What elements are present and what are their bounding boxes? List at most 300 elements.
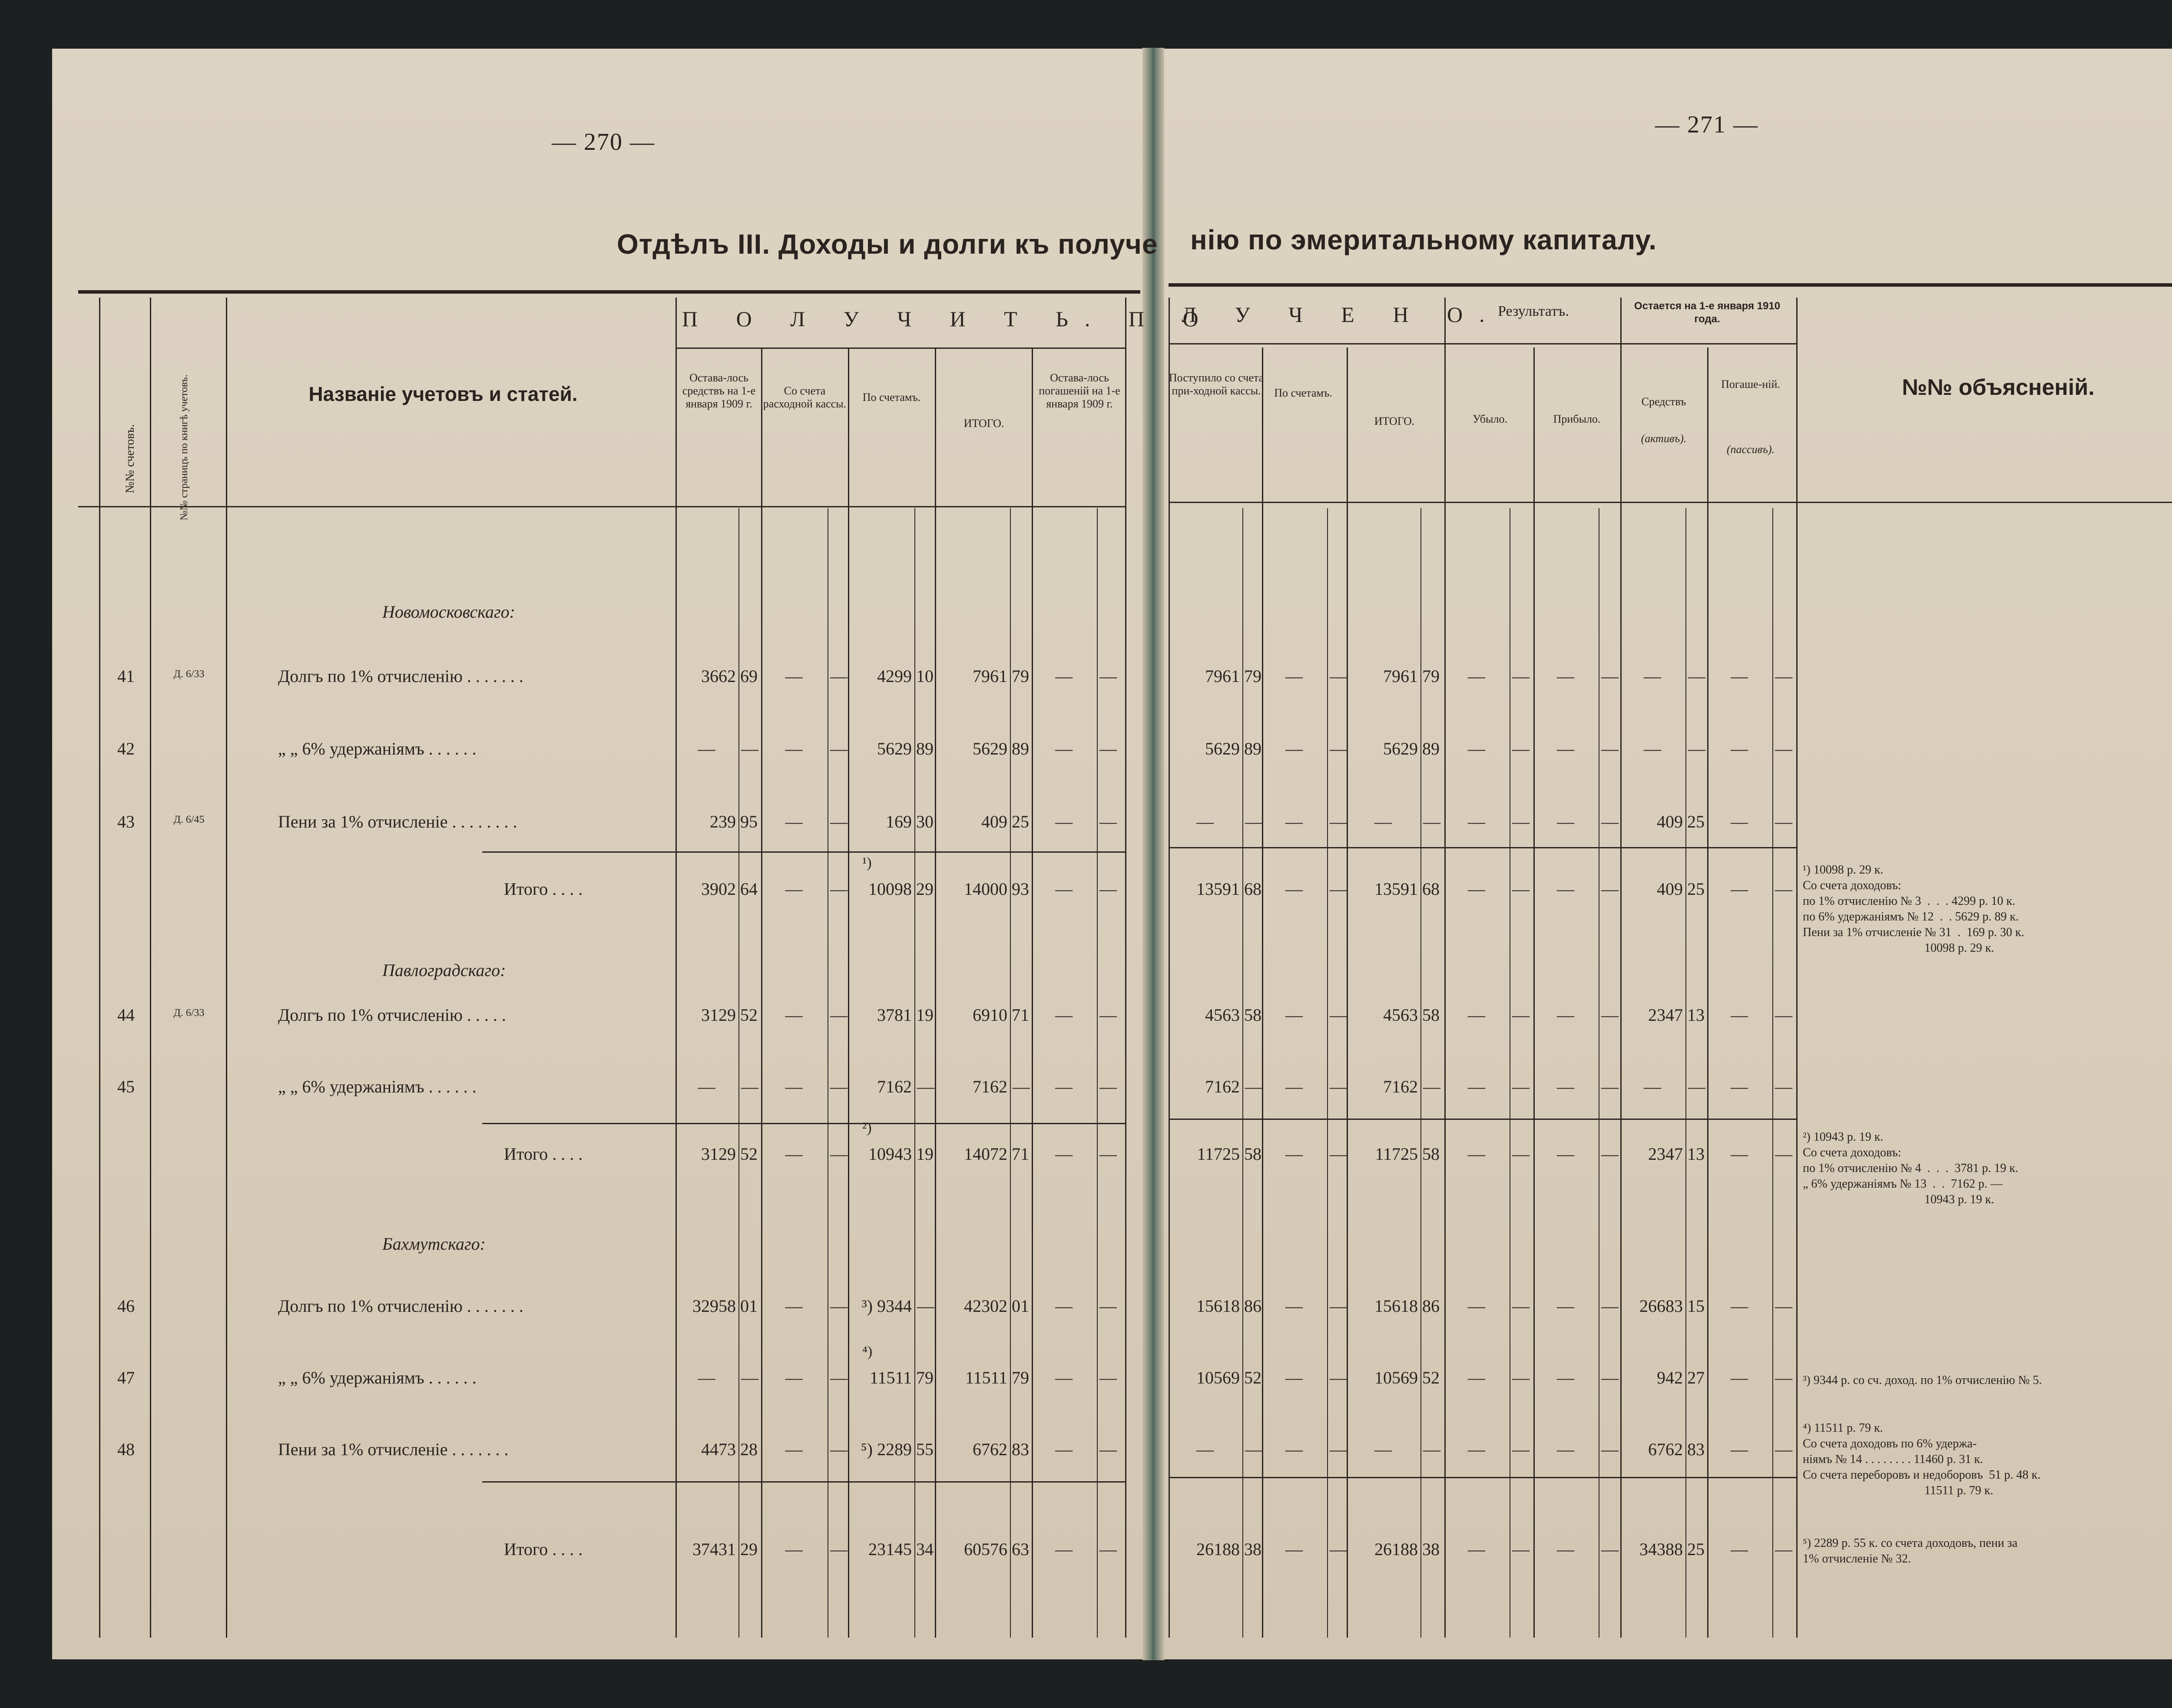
header-bottom-rule bbox=[1169, 502, 2172, 503]
cell-a-kop: 69 bbox=[740, 666, 758, 686]
cell-g-kop: — bbox=[1330, 1296, 1347, 1316]
explanation-note: ³) 9344 р. со сч. доход. по 1% отчисленію № 5. bbox=[1803, 1374, 2042, 1387]
cell-k: — bbox=[1644, 1077, 1661, 1096]
cell-i: — bbox=[1468, 1539, 1485, 1559]
title-right: нію по эмеритальному капиталу. bbox=[1190, 224, 1657, 255]
cell-d: 6762 bbox=[973, 1440, 1007, 1459]
cell-b: — bbox=[785, 1005, 803, 1025]
cell-j: — bbox=[1557, 1077, 1574, 1096]
cell-f-kop: 58 bbox=[1244, 1005, 1261, 1025]
row-number: 42 bbox=[117, 739, 135, 758]
cell-a: 37431 bbox=[692, 1539, 736, 1559]
cell-j: — bbox=[1557, 1005, 1574, 1025]
cell-e-kop: — bbox=[1099, 666, 1117, 686]
cell-a: 3129 bbox=[701, 1144, 736, 1164]
row-name: „ „ 6% удержаніямъ . . . . . . bbox=[278, 1077, 477, 1096]
cell-d-kop: 71 bbox=[1012, 1144, 1029, 1164]
cell-i: — bbox=[1468, 812, 1485, 831]
cell-j: — bbox=[1557, 1296, 1574, 1316]
cell-b-kop: — bbox=[830, 1144, 848, 1164]
cell-g: — bbox=[1285, 1077, 1303, 1096]
cell-h: 13591 bbox=[1374, 879, 1418, 899]
row-page: Д. 6/33 bbox=[173, 1007, 205, 1019]
cell-f: — bbox=[1196, 812, 1214, 831]
cell-c-kop: — bbox=[917, 1296, 934, 1316]
cell-k-kop: 25 bbox=[1687, 812, 1705, 831]
cell-e-kop: — bbox=[1099, 1144, 1117, 1164]
cell-i-kop: — bbox=[1512, 812, 1530, 831]
cell-f-kop: 52 bbox=[1244, 1368, 1261, 1387]
cell-h-kop: — bbox=[1423, 1077, 1440, 1096]
column-rule bbox=[1125, 298, 1126, 1638]
cell-a-kop: 28 bbox=[740, 1440, 758, 1459]
header-pribylo: Прибыло. bbox=[1553, 413, 1601, 425]
cell-i-kop: — bbox=[1512, 1077, 1530, 1096]
cell-f: 10569 bbox=[1196, 1368, 1240, 1387]
cell-b: — bbox=[785, 879, 803, 899]
cell-d-kop: 71 bbox=[1012, 1005, 1029, 1025]
header-pogasheniy: Погаше-ній. bbox=[1721, 378, 1780, 391]
cell-a-kop: 95 bbox=[740, 812, 758, 831]
kopek-rule bbox=[1242, 508, 1243, 1638]
cell-e: — bbox=[1055, 1005, 1073, 1025]
cell-j-kop: — bbox=[1601, 1005, 1619, 1025]
page-number-left: — 270 — bbox=[552, 129, 655, 156]
cell-f: 11725 bbox=[1197, 1144, 1240, 1164]
cell-k-kop: 13 bbox=[1687, 1005, 1705, 1025]
cell-e: — bbox=[1055, 1296, 1073, 1316]
cell-f-kop: 89 bbox=[1244, 739, 1261, 758]
cell-l: — bbox=[1731, 739, 1748, 758]
cell-a-kop: 01 bbox=[740, 1296, 758, 1316]
cell-f: 15618 bbox=[1196, 1296, 1240, 1316]
cell-k-kop: 15 bbox=[1687, 1296, 1705, 1316]
cell-a: — bbox=[698, 1368, 715, 1387]
cell-h-kop: — bbox=[1423, 812, 1440, 831]
header-poluchit-right: Л У Ч Е Н О. bbox=[1182, 302, 1501, 327]
cell-c-kop: 19 bbox=[916, 1005, 934, 1025]
cell-l-kop: — bbox=[1775, 1077, 1792, 1096]
cell-j-kop: — bbox=[1601, 1077, 1619, 1096]
cell-h: 26188 bbox=[1374, 1539, 1418, 1559]
row-name: „ „ 6% удержаніямъ . . . . . . bbox=[278, 739, 477, 758]
cell-e: — bbox=[1055, 812, 1073, 831]
cell-b-kop: — bbox=[830, 1296, 848, 1316]
cell-d-kop: 93 bbox=[1012, 879, 1029, 899]
cell-l: — bbox=[1731, 1005, 1748, 1025]
header-page-no: №№ страницъ по книгѣ учетовъ. bbox=[179, 374, 190, 520]
footnote-ref: ²) bbox=[862, 1120, 872, 1136]
column-rule bbox=[1169, 298, 1170, 1638]
cell-k-kop: 83 bbox=[1687, 1440, 1705, 1459]
cell-b: — bbox=[785, 1368, 803, 1387]
header-passiv: (пассивъ). bbox=[1726, 443, 1775, 456]
header-ostaetsya: Остается на 1-е января 1910 года. bbox=[1634, 300, 1781, 325]
cell-j-kop: — bbox=[1601, 1144, 1619, 1164]
column-rule bbox=[150, 298, 151, 1638]
cell-f-kop: 58 bbox=[1244, 1144, 1261, 1164]
cell-l-kop: — bbox=[1775, 1005, 1792, 1025]
header-bottom-rule bbox=[78, 506, 1125, 507]
cell-b: — bbox=[785, 666, 803, 686]
cell-h-kop: 89 bbox=[1422, 739, 1440, 758]
row-number: 46 bbox=[117, 1296, 135, 1316]
cell-j: — bbox=[1557, 1539, 1574, 1559]
row-name: Пени за 1% отчисленіе . . . . . . . bbox=[278, 1440, 509, 1459]
row-page: Д. 6/45 bbox=[173, 814, 205, 825]
kopek-rule bbox=[738, 508, 739, 1638]
cell-g-kop: — bbox=[1330, 879, 1347, 899]
cell-g: — bbox=[1285, 879, 1303, 899]
footnote-ref: ⁴) bbox=[862, 1344, 873, 1360]
cell-c: 23145 bbox=[868, 1539, 912, 1559]
cell-i-kop: — bbox=[1512, 1296, 1530, 1316]
cell-d: 7961 bbox=[973, 666, 1007, 686]
explanation-note: ²) 10943 р. 19 к. Со счета доходовъ: по 1% отчисленію № 4 . . . 3781 р. 19 к. „ 6% удержаніямъ № 13 . . 7162 р. — 10943 р. 19 к. bbox=[1803, 1130, 2019, 1206]
cell-g-kop: — bbox=[1330, 1368, 1347, 1387]
row-name: Долгъ по 1% отчисленію . . . . . . . bbox=[278, 1296, 523, 1316]
cell-g: — bbox=[1285, 812, 1303, 831]
cell-c-kop: 19 bbox=[916, 1144, 934, 1164]
cell-i: — bbox=[1468, 666, 1485, 686]
cell-d: 60576 bbox=[964, 1539, 1007, 1559]
cell-k: 942 bbox=[1657, 1368, 1683, 1387]
cell-j-kop: — bbox=[1601, 879, 1619, 899]
cell-a-kop: 52 bbox=[740, 1005, 758, 1025]
cell-a-kop: — bbox=[741, 739, 758, 758]
cell-h-kop: 68 bbox=[1422, 879, 1440, 899]
cell-k: 409 bbox=[1657, 812, 1683, 831]
cell-c: 11511 bbox=[869, 1368, 912, 1387]
cell-b-kop: — bbox=[830, 879, 848, 899]
cell-a: 3662 bbox=[701, 666, 736, 686]
cell-a: 239 bbox=[710, 812, 736, 831]
cell-g: — bbox=[1285, 1368, 1303, 1387]
cell-a: 3902 bbox=[701, 879, 736, 899]
cell-j-kop: — bbox=[1601, 739, 1619, 758]
explanation-note: ⁴) 11511 р. 79 к. Со счета доходовъ по 6% удержа- ніямъ № 14 . . . . . . . . 11460 р. 31 к. Со счета переборовъ и недоборовъ 51 р. 48 к. 11511 р. 79 к. bbox=[1803, 1421, 2041, 1497]
cell-k: — bbox=[1644, 739, 1661, 758]
cell-h-kop: 52 bbox=[1422, 1368, 1440, 1387]
row-name: Долгъ по 1% отчисленію . . . . . bbox=[278, 1005, 506, 1025]
row-number: 45 bbox=[117, 1077, 135, 1096]
cell-h-kop: 86 bbox=[1422, 1296, 1440, 1316]
cell-g-kop: — bbox=[1330, 1005, 1347, 1025]
cell-g-kop: — bbox=[1330, 1539, 1347, 1559]
cell-e-kop: — bbox=[1099, 739, 1117, 758]
cell-g-kop: — bbox=[1330, 666, 1347, 686]
cell-k-kop: — bbox=[1688, 739, 1705, 758]
cell-e-kop: — bbox=[1099, 1539, 1117, 1559]
cell-k: — bbox=[1644, 666, 1661, 686]
cell-c-kop: 89 bbox=[916, 739, 934, 758]
column-rule bbox=[1533, 348, 1535, 1638]
row-name: Итого . . . . bbox=[504, 1539, 583, 1559]
cell-b: — bbox=[785, 1440, 803, 1459]
row-number: 44 bbox=[117, 1005, 135, 1025]
column-rule bbox=[761, 348, 762, 1638]
header-acct-no: №№ счетовъ. bbox=[123, 424, 137, 493]
cell-b-kop: — bbox=[830, 1005, 848, 1025]
cell-a-kop: — bbox=[741, 1368, 758, 1387]
cell-e-kop: — bbox=[1099, 812, 1117, 831]
cell-b: — bbox=[785, 812, 803, 831]
cell-f-kop: — bbox=[1245, 1440, 1262, 1459]
cell-l: — bbox=[1731, 1440, 1748, 1459]
cell-h: 15618 bbox=[1374, 1296, 1418, 1316]
cell-k-kop: 25 bbox=[1687, 1539, 1705, 1559]
cell-f-kop: 86 bbox=[1244, 1296, 1261, 1316]
row-name: Итого . . . . bbox=[504, 879, 583, 899]
cell-e: — bbox=[1055, 1539, 1073, 1559]
cell-h: 7162 bbox=[1383, 1077, 1418, 1096]
kopek-rule bbox=[1010, 508, 1011, 1638]
cell-h: — bbox=[1374, 1440, 1392, 1459]
cell-f-kop: 38 bbox=[1244, 1539, 1261, 1559]
header-postupilo: Поступило со счета при-ходной кассы. bbox=[1169, 371, 1264, 397]
footnote-ref: ¹) bbox=[862, 855, 872, 871]
cell-h-kop: 79 bbox=[1422, 666, 1440, 686]
cell-l: — bbox=[1731, 879, 1748, 899]
cell-l: — bbox=[1731, 1368, 1748, 1387]
cell-i-kop: — bbox=[1512, 1368, 1530, 1387]
cell-b: — bbox=[785, 1077, 803, 1096]
cell-e-kop: — bbox=[1099, 1296, 1117, 1316]
kopek-rule bbox=[1420, 508, 1421, 1638]
title-left: Отдѣлъ III. Доходы и долги къ получе bbox=[617, 228, 1158, 260]
cell-c: ⁵) 2289 bbox=[861, 1440, 912, 1459]
header-aktiv: (активъ). bbox=[1641, 432, 1687, 445]
cell-j-kop: — bbox=[1601, 666, 1619, 686]
cell-c: 3781 bbox=[877, 1005, 912, 1025]
cell-j: — bbox=[1557, 666, 1574, 686]
cell-c-kop: 79 bbox=[916, 1368, 934, 1387]
cell-f: 26188 bbox=[1196, 1539, 1240, 1559]
cell-k: 34388 bbox=[1639, 1539, 1683, 1559]
cell-e-kop: — bbox=[1099, 1440, 1117, 1459]
explanation-note: ⁵) 2289 р. 55 к. со счета доходовъ, пени за 1% отчисленіе № 32. bbox=[1803, 1536, 2018, 1566]
header-obyasneniy: №№ объясненій. bbox=[1902, 375, 2095, 400]
cell-d-kop: 25 bbox=[1012, 812, 1029, 831]
cell-e-kop: — bbox=[1099, 1077, 1117, 1096]
cell-g: — bbox=[1285, 1296, 1303, 1316]
cell-b-kop: — bbox=[830, 1077, 848, 1096]
cell-l-kop: — bbox=[1775, 1440, 1792, 1459]
total-rule bbox=[1169, 1119, 1796, 1120]
cell-b: — bbox=[785, 739, 803, 758]
cell-k-kop: 13 bbox=[1687, 1144, 1705, 1164]
header-ostavalos: Остава-лось средствъ на 1-е января 1909 г. bbox=[682, 371, 756, 410]
cell-g: — bbox=[1285, 739, 1303, 758]
cell-b-kop: — bbox=[830, 1440, 848, 1459]
row-number: 47 bbox=[117, 1368, 135, 1387]
cell-i-kop: — bbox=[1512, 1440, 1530, 1459]
cell-l-kop: — bbox=[1775, 739, 1792, 758]
cell-i-kop: — bbox=[1512, 1539, 1530, 1559]
section-label: Новомосковскаго: bbox=[382, 602, 515, 622]
top-rule-right bbox=[1169, 283, 2172, 287]
cell-d: 7162 bbox=[973, 1077, 1007, 1096]
cell-i-kop: — bbox=[1512, 879, 1530, 899]
cell-g-kop: — bbox=[1330, 1440, 1347, 1459]
cell-l-kop: — bbox=[1775, 1144, 1792, 1164]
cell-g-kop: — bbox=[1330, 739, 1347, 758]
cell-l: — bbox=[1731, 666, 1748, 686]
cell-k: 409 bbox=[1657, 879, 1683, 899]
kopek-rule bbox=[1772, 508, 1773, 1638]
cell-i: — bbox=[1468, 1296, 1485, 1316]
cell-b: — bbox=[785, 1144, 803, 1164]
cell-h: 4563 bbox=[1383, 1005, 1418, 1025]
cell-d-kop: 79 bbox=[1012, 666, 1029, 686]
header-so-scheta-rash: Со счета расходной кассы. bbox=[763, 384, 847, 410]
cell-h: 7961 bbox=[1383, 666, 1418, 686]
column-rule bbox=[99, 298, 100, 1638]
cell-i: — bbox=[1468, 879, 1485, 899]
cell-d-kop: — bbox=[1013, 1077, 1030, 1096]
top-rule-left bbox=[78, 290, 1140, 294]
cell-l-kop: — bbox=[1775, 1539, 1792, 1559]
cell-b-kop: — bbox=[830, 739, 848, 758]
row-name: „ „ 6% удержаніямъ . . . . . . bbox=[278, 1368, 477, 1387]
cell-g: — bbox=[1285, 1539, 1303, 1559]
cell-k: 2347 bbox=[1648, 1144, 1683, 1164]
cell-a-kop: 52 bbox=[740, 1144, 758, 1164]
cell-i-kop: — bbox=[1512, 739, 1530, 758]
cell-e: — bbox=[1055, 879, 1073, 899]
total-rule bbox=[482, 1123, 1125, 1124]
cell-e: — bbox=[1055, 1144, 1073, 1164]
cell-c-kop: 30 bbox=[916, 812, 934, 831]
cell-c: 169 bbox=[886, 812, 912, 831]
cell-j: — bbox=[1557, 879, 1574, 899]
right-page bbox=[1156, 49, 2172, 1659]
cell-d-kop: 83 bbox=[1012, 1440, 1029, 1459]
cell-l-kop: — bbox=[1775, 666, 1792, 686]
total-rule bbox=[482, 1481, 1125, 1483]
cell-h: — bbox=[1374, 812, 1392, 831]
cell-j-kop: — bbox=[1601, 1539, 1619, 1559]
cell-l: — bbox=[1731, 1144, 1748, 1164]
cell-k-kop: 25 bbox=[1687, 879, 1705, 899]
cell-f: 5629 bbox=[1205, 739, 1240, 758]
cell-a: — bbox=[698, 739, 715, 758]
cell-d: 11511 bbox=[965, 1368, 1007, 1387]
cell-a: — bbox=[698, 1077, 715, 1096]
cell-f: 7961 bbox=[1205, 666, 1240, 686]
cell-a-kop: 64 bbox=[740, 879, 758, 899]
cell-i: — bbox=[1468, 1440, 1485, 1459]
cell-i-kop: — bbox=[1512, 1005, 1530, 1025]
cell-f-kop: — bbox=[1245, 1077, 1262, 1096]
column-rule bbox=[1444, 298, 1446, 1638]
header-ubylo: Убыло. bbox=[1473, 413, 1507, 425]
header-ostavalos-pog: Остава-лось погашеній на 1-е января 1909 г. bbox=[1039, 371, 1120, 410]
cell-a: 3129 bbox=[701, 1005, 736, 1025]
kopek-rule bbox=[914, 508, 915, 1638]
column-rule bbox=[226, 298, 227, 1638]
kopek-rule bbox=[1097, 508, 1098, 1638]
cell-f: 4563 bbox=[1205, 1005, 1240, 1025]
cell-e: — bbox=[1055, 739, 1073, 758]
cell-c: 10098 bbox=[868, 879, 912, 899]
cell-l: — bbox=[1731, 1296, 1748, 1316]
header-rule bbox=[1169, 343, 1796, 344]
cell-g-kop: — bbox=[1330, 1077, 1347, 1096]
cell-h: 5629 bbox=[1383, 739, 1418, 758]
cell-e: — bbox=[1055, 1368, 1073, 1387]
row-name: Пени за 1% отчисленіе . . . . . . . . bbox=[278, 812, 517, 831]
cell-c-kop: 29 bbox=[916, 879, 934, 899]
cell-b: — bbox=[785, 1539, 803, 1559]
cell-l: — bbox=[1731, 1539, 1748, 1559]
cell-i: — bbox=[1468, 1144, 1485, 1164]
cell-h-kop: — bbox=[1423, 1440, 1440, 1459]
cell-c-kop: 34 bbox=[916, 1539, 934, 1559]
book-spine bbox=[1142, 48, 1164, 1660]
header-po-schetam: По счетамъ. bbox=[862, 391, 921, 404]
cell-l-kop: — bbox=[1775, 1296, 1792, 1316]
cell-e: — bbox=[1055, 1440, 1073, 1459]
cell-k: 26683 bbox=[1639, 1296, 1683, 1316]
cell-b-kop: — bbox=[830, 1539, 848, 1559]
cell-d: 14000 bbox=[964, 879, 1007, 899]
cell-e-kop: — bbox=[1099, 879, 1117, 899]
cell-k-kop: 27 bbox=[1687, 1368, 1705, 1387]
column-rule bbox=[675, 298, 677, 1638]
cell-f-kop: 68 bbox=[1244, 879, 1261, 899]
row-page: Д. 6/33 bbox=[173, 669, 205, 680]
cell-j: — bbox=[1557, 739, 1574, 758]
header-rule bbox=[675, 348, 1125, 349]
cell-i: — bbox=[1468, 1077, 1485, 1096]
row-name: Итого . . . . bbox=[504, 1144, 583, 1164]
cell-h-kop: 58 bbox=[1422, 1144, 1440, 1164]
cell-k-kop: — bbox=[1688, 1077, 1705, 1096]
column-rule bbox=[1032, 348, 1033, 1638]
cell-g: — bbox=[1285, 666, 1303, 686]
cell-c-kop: 10 bbox=[916, 666, 934, 686]
cell-d: 14072 bbox=[964, 1144, 1007, 1164]
cell-c-kop: — bbox=[917, 1077, 934, 1096]
cell-j: — bbox=[1557, 1440, 1574, 1459]
cell-f-kop: — bbox=[1245, 812, 1262, 831]
section-label: Павлоградскаго: bbox=[382, 960, 506, 980]
cell-g: — bbox=[1285, 1005, 1303, 1025]
header-rezultat: Результатъ. bbox=[1498, 303, 1569, 319]
cell-c-kop: 55 bbox=[916, 1440, 934, 1459]
cell-e: — bbox=[1055, 1077, 1073, 1096]
cell-e: — bbox=[1055, 666, 1073, 686]
cell-i: — bbox=[1468, 1005, 1485, 1025]
cell-a-kop: 29 bbox=[740, 1539, 758, 1559]
header-itogo2: ИТОГО. bbox=[1374, 415, 1415, 427]
cell-g: — bbox=[1285, 1440, 1303, 1459]
cell-k: 6762 bbox=[1648, 1440, 1683, 1459]
row-name: Долгъ по 1% отчисленію . . . . . . . bbox=[278, 666, 523, 686]
cell-d: 409 bbox=[981, 812, 1007, 831]
cell-h-kop: 58 bbox=[1422, 1005, 1440, 1025]
cell-h: 10569 bbox=[1374, 1368, 1418, 1387]
cell-k: 2347 bbox=[1648, 1005, 1683, 1025]
header-po-schetam2: По счетамъ. bbox=[1274, 387, 1332, 399]
total-rule bbox=[1169, 1477, 1796, 1478]
cell-b-kop: — bbox=[830, 812, 848, 831]
explanation-note: ¹) 10098 р. 29 к. Со счета доходовъ: по 1% отчисленію № 3 . . . 4299 р. 10 к. по 6% удержаніямъ № 12 . . 5629 р. 89 к. Пени за 1% отчисленіе № 31 . 169 р. 30 к. 10098 р. 29 к. bbox=[1803, 863, 2024, 955]
cell-j-kop: — bbox=[1601, 812, 1619, 831]
page-number-right: — 271 — bbox=[1655, 111, 1758, 138]
cell-f-kop: 79 bbox=[1244, 666, 1261, 686]
